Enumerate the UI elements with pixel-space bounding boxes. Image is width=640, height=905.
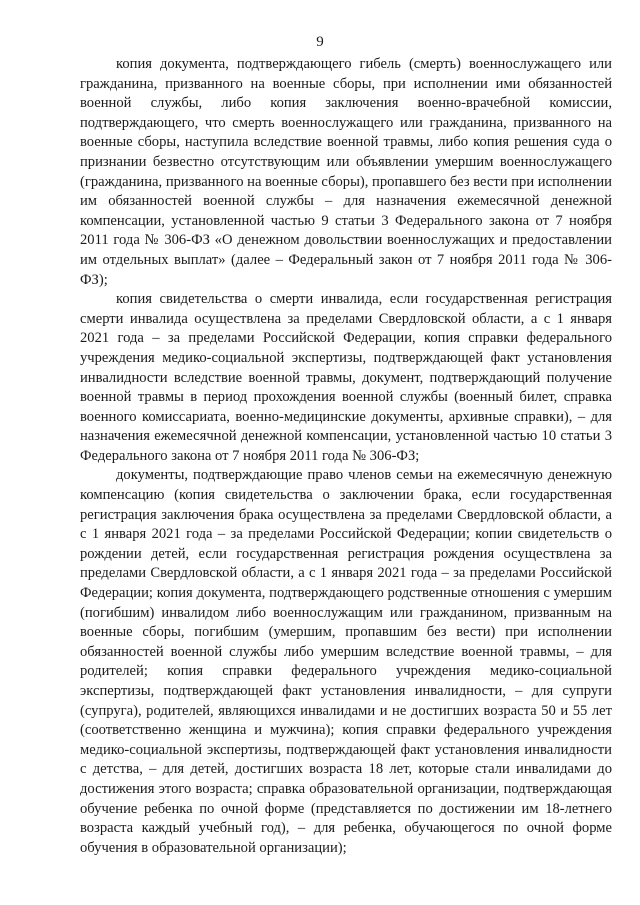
paragraph-disability-death-documents: копия свидетельства о смерти инвалида, если государственная регистрация смерти инвалида осуществлена за пределами Свердловской области, а с 1 января 2021 года – за пределами Российской Федерации, копия справки федерального учреждения медико-социальной экспертизы, подтверждающей факт установления инвалидности вследствие военной травмы, документ, подтверждающий получение военной травмы в период прохождения военной службы (военный билет, справка военного комиссариата, военно-медицинские документы, архивные справки), – для назначения ежемесячной денежной компенсации, установленной частью 10 статьи 3 Федерального закона от 7 ноября 2011 года № 306-ФЗ; — [80, 291, 612, 464]
page-number: 9 — [316, 34, 324, 50]
document-body — [80, 55, 612, 858]
paragraph-death-documents: копия документа, подтверждающего гибель (смерть) военнослужащего или гражданина, призванного на военные сборы, при исполнении ими обязанностей военной службы, либо копия заключения военно-врачебной комиссии, подтверждающего, что смерть военнослужащего или гражданина, призванного на военные сборы, наступила вследствие военной травмы, либо копия решения суда о признании безвестно отсутствующим или объявлении умершим военнослужащего (гражданина, призванного на военные сборы), пропавшего без вести при исполнении им обязанностей военной службы – для назначения ежемесячной денежной компенсации, установленной частью 9 статьи 3 Федерального закона от 7 ноября 2011 года № 306-ФЗ «О денежном довольствии военнослужащих и предоставлении им отдельных выплат» (далее – Федеральный закон от 7 ноября 2011 года № 306-ФЗ); — [80, 56, 612, 288]
paragraph-family-right-documents: документы, подтверждающие право членов семьи на ежемесячную денежную компенсацию (копия свидетельства о заключении брака, если государственная регистрация заключения брака осуществлена за пределами Свердловской области, а с 1 января 2021 года – за пределами Российской Федерации; копии свидетельств о рождении детей, если государственная регистрация рождения осуществлена за пределами Свердловской области, а с 1 января 2021 года – за пределами Российской Федерации; копия документа, подтверждающего родственные отношения с умершим (погибшим) инвалидом либо военнослужащим или гражданином, призванным на военные сборы, погибшим (умершим, пропавшим без вести) при исполнении обязанностей военной службы либо умершим вследствие военной травмы, – для родителей; копия справки федерального учреждения медико-социальной экспертизы, подтверждающей факт установления инвалидности, – для супруги (супруга), родителей, являющихся инвалидами и не достигших возраста 50 и 55 лет (соответственно женщина и мужчина); копия справки федерального учреждения медико-социальной экспертизы, подтверждающей факт установления инвалидности с детства, – для детей, достигших возраста 18 лет, которые стали инвалидами до достижения этого возраста; справка образовательной организации, подтверждающая обучение ребенка по очной форме (представляется по достижении им 18-летнего возраста каждый учебный год), – для ребенка, обучающегося по очной форме обучения в образовательной организации); — [80, 467, 612, 856]
